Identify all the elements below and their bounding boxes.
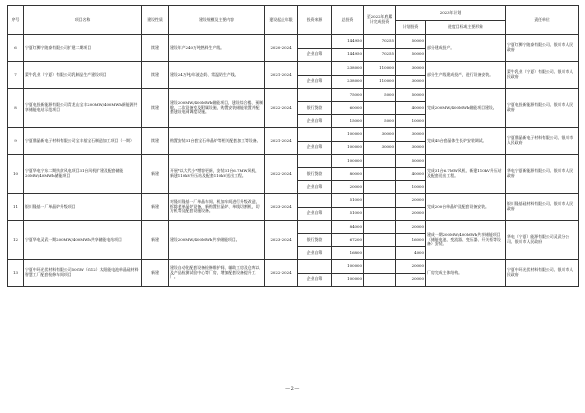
construction-content: 建设200MW/400MWh共享储能项目。 <box>169 221 265 260</box>
total-investment: 100000 <box>332 260 364 274</box>
planned-investment: 30000 <box>396 62 426 76</box>
responsible-unit: 宁夏红狮宁陵泰有限公司、银川市人民政府 <box>506 35 579 62</box>
table-row <box>8 62 579 76</box>
construction-nature: 新建 <box>142 221 169 260</box>
progress-target: 部分生产线建成投产，进行设备安装。 <box>426 62 506 89</box>
total-investment: 144950 <box>332 35 364 49</box>
funding-source <box>298 260 332 274</box>
planned-investment: 50000 <box>396 89 426 102</box>
construction-period: 2022-2024 <box>265 155 298 194</box>
total-investment: 100000 <box>332 141 364 155</box>
table-row <box>8 194 579 208</box>
cumulative-investment: 30000 <box>364 128 396 142</box>
construction-nature: 续建 <box>142 62 169 89</box>
header-content: 建设规模及主要内容 <box>169 6 265 35</box>
responsible-unit: 蒙牛乳业（宁夏）有限公司、银川市人民政府 <box>506 62 579 89</box>
cumulative-investment <box>364 260 396 274</box>
total-investment: 144950 <box>332 48 364 62</box>
cumulative-investment: 30000 <box>364 141 396 155</box>
project-name: 银川隆基一厂单晶炉升级项目 <box>24 194 142 221</box>
construction-period: 2021-2024 <box>265 62 298 89</box>
document-page <box>7 5 578 287</box>
planned-investment: 10000 <box>396 181 426 194</box>
funding-source: 银行贷款 <box>298 234 332 247</box>
header-plan-invest: 计划投资 <box>396 21 426 35</box>
cumulative-investment <box>364 207 396 221</box>
progress-target: 完成200台单晶炉及配套设备安装。 <box>426 194 506 221</box>
funding-source: 企业自筹 <box>298 247 332 260</box>
table-row <box>8 128 579 142</box>
planned-investment: 20000 <box>396 273 426 287</box>
cumulative-investment: 5000 <box>364 89 396 102</box>
row-no: 9 <box>8 128 24 155</box>
planned-investment: 4000 <box>396 247 426 260</box>
progress-target: 厂房完成主体结构。 <box>426 260 506 287</box>
header-period: 建设起止年限 <box>265 6 298 35</box>
planned-investment: 40000 <box>396 102 426 115</box>
funding-source <box>298 35 332 49</box>
progress-target: 建成一期200MW/400MWh共享储能项目（储能电池、变流器、变压器、开关柜等设备）安装。 <box>426 221 506 260</box>
total-investment: 15000 <box>332 115 364 128</box>
row-no: 11 <box>8 194 24 221</box>
planned-investment: 50000 <box>396 48 426 62</box>
funding-source: 企业自筹 <box>298 141 332 155</box>
table-row <box>8 221 579 234</box>
construction-content: 建设自动化配套设备检修维护间、辅助工房及仓库以及产品检测试验中心等厂房，增加配套设备提升工厂。 <box>169 260 265 287</box>
construction-content: 建设年产240万吨熟料生产线。 <box>169 35 265 62</box>
project-name: 宁夏红狮宁陵泰有限公司扩建二期项目 <box>24 35 142 62</box>
construction-content: 开展*以大代小*增容更新，安装31台6.7MW风机，新建110kV升压站及配套110kV送出工程。 <box>169 155 265 194</box>
total-investment: 80000 <box>332 168 364 181</box>
progress-target: 部分建成投产。 <box>426 35 506 62</box>
cumulative-investment: 110000 <box>364 62 396 76</box>
total-investment: 75000 <box>332 89 364 102</box>
planned-investment: 30000 <box>396 128 426 142</box>
header-total: 总投资 <box>332 6 364 35</box>
total-investment: 100000 <box>332 128 364 142</box>
table-row <box>8 35 579 49</box>
table-row <box>8 89 579 102</box>
funding-source <box>298 221 332 234</box>
planned-investment: 20000 <box>396 194 426 208</box>
construction-period: 2023-2024 <box>265 194 298 221</box>
funding-source <box>298 194 332 208</box>
cumulative-investment <box>364 181 396 194</box>
planned-investment: 30000 <box>396 141 426 155</box>
cumulative-investment <box>364 247 396 260</box>
header-progress: 进度目标或主要形象 <box>426 21 506 35</box>
total-investment: 51000 <box>332 194 364 208</box>
responsible-unit: 宁夏电投新能源有限公司、银川市人民政府 <box>506 89 579 128</box>
table-row <box>8 260 579 274</box>
row-no: 8 <box>8 89 24 128</box>
header-no: 序号 <box>8 6 24 35</box>
cumulative-investment: 70255 <box>364 48 396 62</box>
responsible-unit: 宁夏鼎晶新电子材料有限公司、银川市人民政府 <box>506 128 579 155</box>
page-number: —2— <box>285 386 300 392</box>
funding-source: 企业自筹 <box>298 115 332 128</box>
row-no: 7 <box>8 62 24 89</box>
header-name: 项目名称 <box>24 6 142 35</box>
funding-source: 企业自筹 <box>298 207 332 221</box>
cumulative-investment <box>364 221 396 234</box>
total-investment: 16800 <box>332 247 364 260</box>
construction-period: 2022-2024 <box>265 260 298 287</box>
construction-period: 2021-2024 <box>265 128 298 155</box>
total-investment: 60000 <box>332 102 364 115</box>
project-name: 蒙牛乳业（宁夏）有限公司乳制品生产建设项目 <box>24 62 142 89</box>
header-cumulative: 至2022年底累计完成投资 <box>364 6 396 35</box>
planned-investment: 20000 <box>396 260 426 274</box>
planned-investment: 20000 <box>396 221 426 234</box>
funding-source: 企业自筹 <box>298 273 332 287</box>
construction-content: 建设24万吨/年液态奶、常温奶生产线。 <box>169 62 265 89</box>
table-row <box>8 155 579 168</box>
cumulative-investment <box>364 273 396 287</box>
planned-investment: 16000 <box>396 234 426 247</box>
header-funding: 投资来源 <box>298 6 332 35</box>
total-investment: 238000 <box>332 62 364 76</box>
total-investment: 67200 <box>332 234 364 247</box>
planned-investment: 50000 <box>396 155 426 168</box>
funding-source: 银行贷款 <box>298 168 332 181</box>
planned-investment: 20000 <box>396 207 426 221</box>
header-plan2023: 2023年计划 <box>396 6 506 21</box>
project-name: 宁夏电投新能源有限公司青龙山宝丰200MW/400MWh新能源共享储能电站示范项目 <box>24 89 142 128</box>
construction-content: 对隆川隆基一厂单晶车间、机加车间进行升级改造，拆除老单晶炉设备，新购置拉晶炉、单线切割机，切方机等及配套设施设备。 <box>169 194 265 221</box>
progress-target: 完成45台套晶体生长炉安装调试。 <box>426 128 506 155</box>
row-no: 13 <box>8 260 24 287</box>
construction-content: 建设200MW/400MWh储能项目，建设综合楼、预制舱、二次设备室及附属设施，购置安装储能装置并配套建设电网调度设施。 <box>169 89 265 128</box>
construction-period: 2023-2024 <box>265 221 298 260</box>
construction-nature: 续建 <box>142 89 169 128</box>
row-no: 10 <box>8 155 24 194</box>
cumulative-investment <box>364 168 396 181</box>
cumulative-investment <box>364 234 396 247</box>
row-no: 6 <box>8 35 24 62</box>
cumulative-investment: 110000 <box>364 75 396 89</box>
planned-investment: 40000 <box>396 168 426 181</box>
construction-nature: 新建 <box>142 260 169 287</box>
table-body <box>8 35 579 287</box>
responsible-unit: 华电宁夏新能源有限公司、银川市人民政府 <box>506 155 579 194</box>
cumulative-investment: 5000 <box>364 115 396 128</box>
project-name: 宁夏华电灵武一期200MW/400MWh共享储能电站项目 <box>24 221 142 260</box>
planned-investment: 50000 <box>396 35 426 49</box>
construction-nature: 新建 <box>142 194 169 221</box>
planned-investment: 10000 <box>396 115 426 128</box>
construction-nature: 续建 <box>142 35 169 62</box>
header-nature: 建设性质 <box>142 6 169 35</box>
cumulative-investment <box>364 155 396 168</box>
funding-source: 银行贷款 <box>298 102 332 115</box>
construction-period: 2020-2024 <box>265 35 298 62</box>
funding-source: 企业自筹 <box>298 48 332 62</box>
progress-target: 完成31台6.7MW风机、新建110kV升压站及配套送出工程。 <box>426 155 506 194</box>
cumulative-investment: 70255 <box>364 35 396 49</box>
funding-source <box>298 89 332 102</box>
total-investment: 100000 <box>332 273 364 287</box>
funding-source: 企业自筹 <box>298 75 332 89</box>
header-unit: 责任单位 <box>506 6 579 35</box>
progress-target: 完成200MW/400MWh储能项目建设。 <box>426 89 506 128</box>
cumulative-investment <box>364 102 396 115</box>
funding-source <box>298 128 332 142</box>
project-name: 宁夏华电宁东二期扶贫风电项目31台风机扩建及配套储能20MW/40MWh储能项目 <box>24 155 142 194</box>
construction-period: 2022-2024 <box>265 89 298 128</box>
row-no: 12 <box>8 221 24 260</box>
total-investment: 238000 <box>332 75 364 89</box>
funding-source <box>298 62 332 76</box>
responsible-unit: 银川隆基硅材料有限公司、银川市人民政府 <box>506 194 579 221</box>
construction-nature: 续建 <box>142 128 169 155</box>
table-header <box>8 6 579 35</box>
project-table <box>7 5 579 287</box>
cumulative-investment <box>364 194 396 208</box>
responsible-unit: 宁夏中环光伏材料有限公司、银川市人民政府 <box>506 260 579 287</box>
construction-content: 购置安装31台套宝石单晶炉等相关配套加工等设备。 <box>169 128 265 155</box>
project-name: 宁夏鼎晶新电子材料有限公司宝丰基宝石制造加工项目（一期） <box>24 128 142 155</box>
planned-investment: 30000 <box>396 75 426 89</box>
funding-source: 企业自筹 <box>298 181 332 194</box>
total-investment: 84000 <box>332 221 364 234</box>
total-investment: 51000 <box>332 207 364 221</box>
total-investment: 100000 <box>332 155 364 168</box>
funding-source <box>298 155 332 168</box>
construction-nature: 新建 <box>142 155 169 194</box>
project-name: 宁夏中环光伏材料有限公司50GW（G12）太阳能电池单晶硅材料智慧工厂配套检修车间项目 <box>24 260 142 287</box>
responsible-unit: 华电（宁夏）能源有限公司灵武分公司、银川市人民政府 <box>506 221 579 260</box>
total-investment: 20000 <box>332 181 364 194</box>
